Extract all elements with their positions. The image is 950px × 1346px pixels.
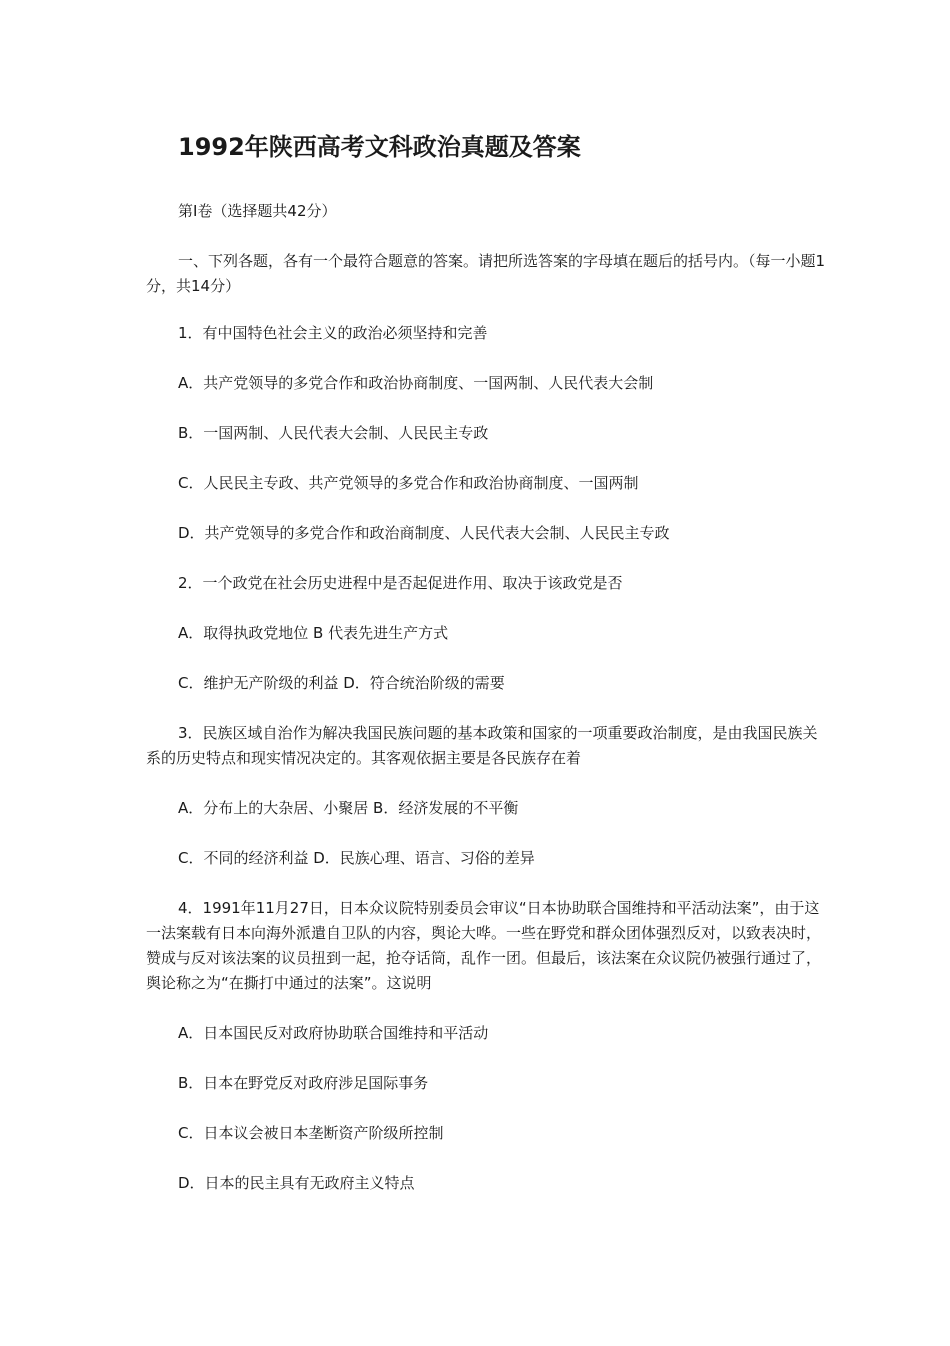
question-1-option-d: D．共产党领导的多党合作和政治商制度、人民代表大会制、人民民主专政 <box>178 524 670 542</box>
question-4-option-a: A．日本国民反对政府协助联合国维持和平活动 <box>178 1024 489 1042</box>
question-2-option-ab: A．取得执政党地位 B 代表先进生产方式 <box>178 624 449 642</box>
instructions: 一、下列各题，各有一个最符合题意的答案。请把所选答案的字母填在题后的括号内。（每一小题1分，共14分） <box>146 252 826 295</box>
question-2-option-cd: C．维护无产阶级的利益 D．符合统治阶级的需要 <box>178 674 505 692</box>
question-1-option-b: B．一国两制、人民代表大会制、人民民主专政 <box>178 424 489 442</box>
question-4-option-d: D．日本的民主具有无政府主义特点 <box>178 1174 415 1192</box>
question-1-option-c: C．人民民主专政、共产党领导的多党合作和政治协商制度、一国两制 <box>178 474 639 492</box>
question-4-option-b: B．日本在野党反对政府涉足国际事务 <box>178 1074 429 1092</box>
question-3-option-cd: C．不同的经济利益 D．民族心理、语言、习俗的差异 <box>178 849 535 867</box>
question-4-stem: 4．1991年11月27日，日本众议院特别委员会审议“日本协助联合国维持和平活动法案”，由于这一法案载有日本向海外派遣自卫队的内容，舆论大哗。一些在野党和群众团体强烈反对，以致表决时，赞成与反对该法案的议员扭到一起，抢夺话筒，乱作一团。但最后，该法案在众议院仍被强行通过了，舆论称之为“在撕打中通过的法案”。这说明 <box>146 899 822 992</box>
section-header: 第I卷（选择题共42分） <box>178 202 337 220</box>
question-1-option-a: A．共产党领导的多党合作和政治协商制度、一国两制、人民代表大会制 <box>178 374 654 392</box>
question-3-stem: 3．民族区域自治作为解决我国民族问题的基本政策和国家的一项重要政治制度，是由我国民族关系的历史特点和现实情况决定的。其客观依据主要是各民族存在着 <box>146 724 818 767</box>
question-2-stem: 2．一个政党在社会历史进程中是否起促进作用、取决于该政党是否 <box>178 574 623 592</box>
document-title: 1992年陕西高考文科政治真题及答案 <box>178 133 581 161</box>
question-4-option-c: C．日本议会被日本垄断资产阶级所控制 <box>178 1124 444 1142</box>
question-1-stem: 1．有中国特色社会主义的政治必须坚持和完善 <box>178 324 488 342</box>
question-3-option-ab: A．分布上的大杂居、小聚居 B．经济发展的不平衡 <box>178 799 519 817</box>
